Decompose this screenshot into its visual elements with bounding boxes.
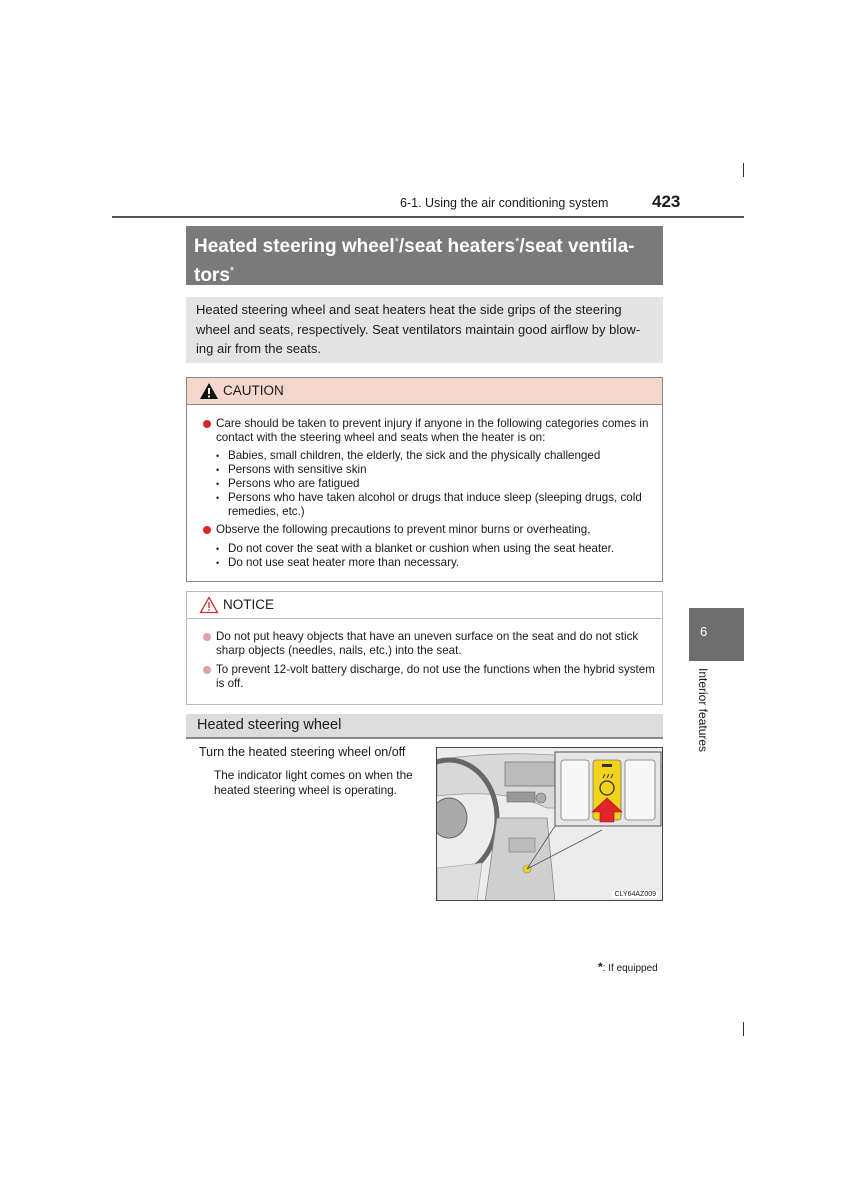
list-item: • Babies, small children, the elderly, the sick and the physically challenged	[228, 449, 656, 463]
notice-heading: NOTICE	[223, 597, 275, 612]
chapter-tab: 6	[689, 608, 744, 661]
caution-heading: CAUTION	[223, 383, 284, 398]
notice-header	[187, 592, 662, 619]
footnote-text: : If equipped	[602, 963, 658, 974]
red-bullet-icon	[203, 526, 211, 534]
indicator-description: The indicator light comes on when the heated steering wheel is operating.	[214, 768, 413, 797]
dashboard-drawing	[437, 748, 663, 901]
caution-item: Observe the following precautions to prevent minor burns or overheating, • Do not cover the seat with a blanket or cushion when using the seat heater. • Do not use seat heater more than necessary.	[203, 523, 656, 570]
page-number: 423	[652, 192, 681, 211]
list-item: • Persons with sensitive skin	[228, 463, 656, 477]
page-title: Heated steering wheel*/seat heaters*/seat ventila- tors*	[186, 226, 663, 285]
list-item: • Persons who are fatigued	[228, 477, 656, 491]
footnote	[598, 960, 658, 974]
section-label: 6-1. Using the air conditioning system	[400, 196, 609, 210]
red-bullet-icon	[203, 420, 211, 428]
notice-item: Do not put heavy objects that have an uneven surface on the seat and do not stick sharp objects (needles, nails, etc.) into the seat.	[203, 630, 656, 658]
footnote-star: *	[598, 960, 603, 974]
pink-bullet-icon	[203, 633, 211, 641]
notice-box	[186, 591, 663, 705]
intro-box: Heated steering wheel and seat heaters heat the side grips of the steering wheel and seats, respectively. Seat ventilators maintain good airflow by blow- ing air from the seats.	[186, 297, 663, 363]
caution-header	[187, 378, 662, 405]
chapter-label: Interior features	[696, 668, 710, 753]
caution-box	[186, 377, 663, 582]
subsection-heading: Heated steering wheel	[186, 714, 663, 739]
caution-item: Care should be taken to prevent injury if anyone in the following categories comes in contact with the steering wheel and seats when the heater is on: • Babies, small children, the elderly, the sick and the physically challenged • Persons with sensitive skin • Persons who are fatigued • Persons who have taken alcohol or drugs that induce sleep (sleeping drugs, cold remedies, etc.)	[203, 417, 656, 519]
dashboard-illustration	[436, 747, 663, 901]
notice-item: To prevent 12-volt battery discharge, do not use the functions when the hybrid system is off.	[203, 663, 656, 691]
instruction-text: Turn the heated steering wheel on/off	[199, 745, 406, 759]
header-rule	[112, 216, 744, 218]
warning-outline-icon	[199, 596, 219, 614]
crop-mark-top	[743, 163, 744, 177]
illustration-code: CLY64AZ009	[614, 891, 656, 898]
warning-icon	[199, 382, 219, 400]
pink-bullet-icon	[203, 666, 211, 674]
list-item-continuation: remedies, etc.)	[228, 505, 305, 518]
list-item: • Persons who have taken alcohol or drugs that induce sleep (sleeping drugs, cold	[228, 491, 656, 505]
crop-mark-bottom	[743, 1022, 744, 1036]
list-item: • Do not cover the seat with a blanket or cushion when using the seat heater.	[228, 542, 656, 556]
list-item: • Do not use seat heater more than necessary.	[228, 556, 656, 570]
